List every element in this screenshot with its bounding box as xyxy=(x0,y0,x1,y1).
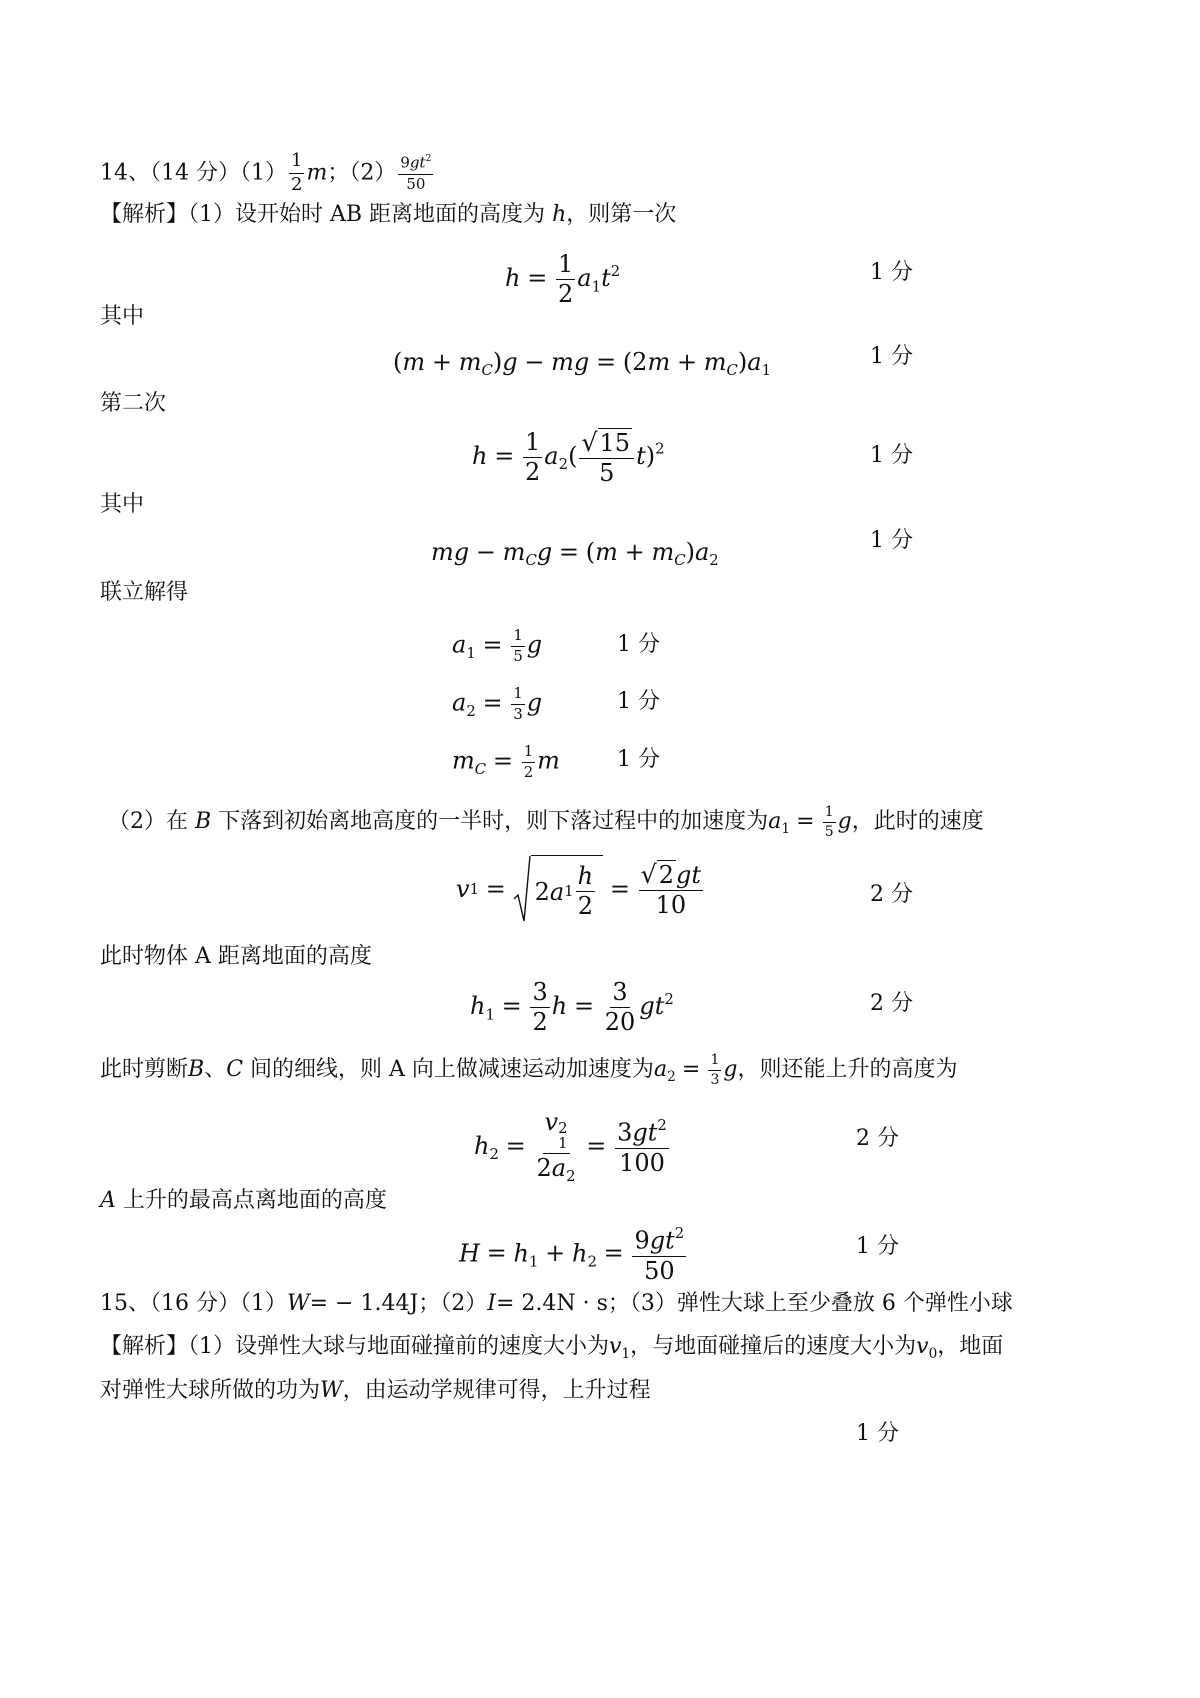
score-q15-1: 1 分 xyxy=(856,1421,899,1446)
score-2: 1 分 xyxy=(870,344,913,369)
result-mc: $m_C$ = $\frac{1}{2}$ m xyxy=(452,742,560,781)
score-5: 1 分 xyxy=(617,632,660,657)
part2-intro: （2）在 B 下落到初始离地高度的一半时，则下落过程中的加速度为$a_1$ = $\frac{1}{5}$ g，此时的速度 xyxy=(108,804,984,840)
equation-H: $H = h_1 + h_2$ = $\frac{9gt^2}{50}$ xyxy=(459,1224,685,1285)
score-1: 1 分 xyxy=(870,260,913,285)
q14-analysis-intro: 【解析】（1）设开始时 AB 距离地面的高度为 h，则第一次 xyxy=(100,202,677,227)
equation-force-first: $(m + m_C)g$ − mg = $(2m + m_C)a_1$ xyxy=(393,348,772,380)
score-11: 1 分 xyxy=(856,1234,899,1259)
score-8: 2 分 xyxy=(870,882,913,907)
q15-analysis-line2: 对弹性大球所做的功为W，由运动学规律可得，上升过程 xyxy=(100,1378,651,1403)
score-7: 1 分 xyxy=(617,747,660,772)
equation-h-first: h = $\frac{1}{2}$ $a_1t^2$ xyxy=(505,250,621,309)
result-a2: $a_2$ = $\frac{1}{3}$ g xyxy=(452,684,543,723)
score-9: 2 分 xyxy=(870,991,913,1016)
score-4: 1 分 xyxy=(870,528,913,553)
equation-h-second: h = $\frac{1}{2}$ $a_2$( $\frac{√15}{5}$ t)$^2$ xyxy=(472,427,665,488)
equation-h2: $h_2$ = v 2 1 $2a_2$ = $\frac{3gt^2}{100}$ xyxy=(474,1108,667,1185)
equation-v1: v 1 = 2 a 1 $\frac{h}{2}$ = $\frac{√2gt}{10}$ xyxy=(456,855,705,923)
height-A-intro: 此时物体 A 距离地面的高度 xyxy=(100,944,372,969)
q15-header: 15、（16 分）（1）W= − 1.44J；（2）I= 2.4N · s；（3）弹性大球上至少叠放 6 个弹性小球 xyxy=(100,1291,1013,1316)
highest-point-intro: A 上升的最高点离地面的高度 xyxy=(100,1188,387,1213)
equation-h1: $h_1$ = $\frac{3}{2}$ h = $\frac{3}{20}$ $gt^2$ xyxy=(470,978,674,1037)
score-6: 1 分 xyxy=(617,689,660,714)
result-a1: $a_1$ = $\frac{1}{5}$ g xyxy=(452,626,543,665)
score-10: 2 分 xyxy=(856,1126,899,1151)
q14-header: 14、（14 分）（1） $\frac{1}{2}$ m；（2） $\frac{9gt^2}{50}$ xyxy=(100,150,432,195)
qizhong-1: 其中 xyxy=(100,304,145,329)
lianli: 联立解得 xyxy=(100,580,189,605)
qizhong-2: 其中 xyxy=(100,492,145,517)
cut-string-line: 此时剪断B、C 间的细线，则 A 向上做减速运动加速度为$a_2$ = $\frac{1}{3}$ g，则还能上升的高度为 xyxy=(100,1052,958,1088)
q15-analysis-line1: 【解析】（1）设弹性大球与地面碰撞前的速度大小为$v_1$，与地面碰撞后的速度大小为$v_0$，地面 xyxy=(100,1334,1004,1362)
dierci: 第二次 xyxy=(100,391,167,416)
score-3: 1 分 xyxy=(870,443,913,468)
equation-force-second: mg − $m_Cg = (m + m_C)a_2$ xyxy=(431,538,719,570)
